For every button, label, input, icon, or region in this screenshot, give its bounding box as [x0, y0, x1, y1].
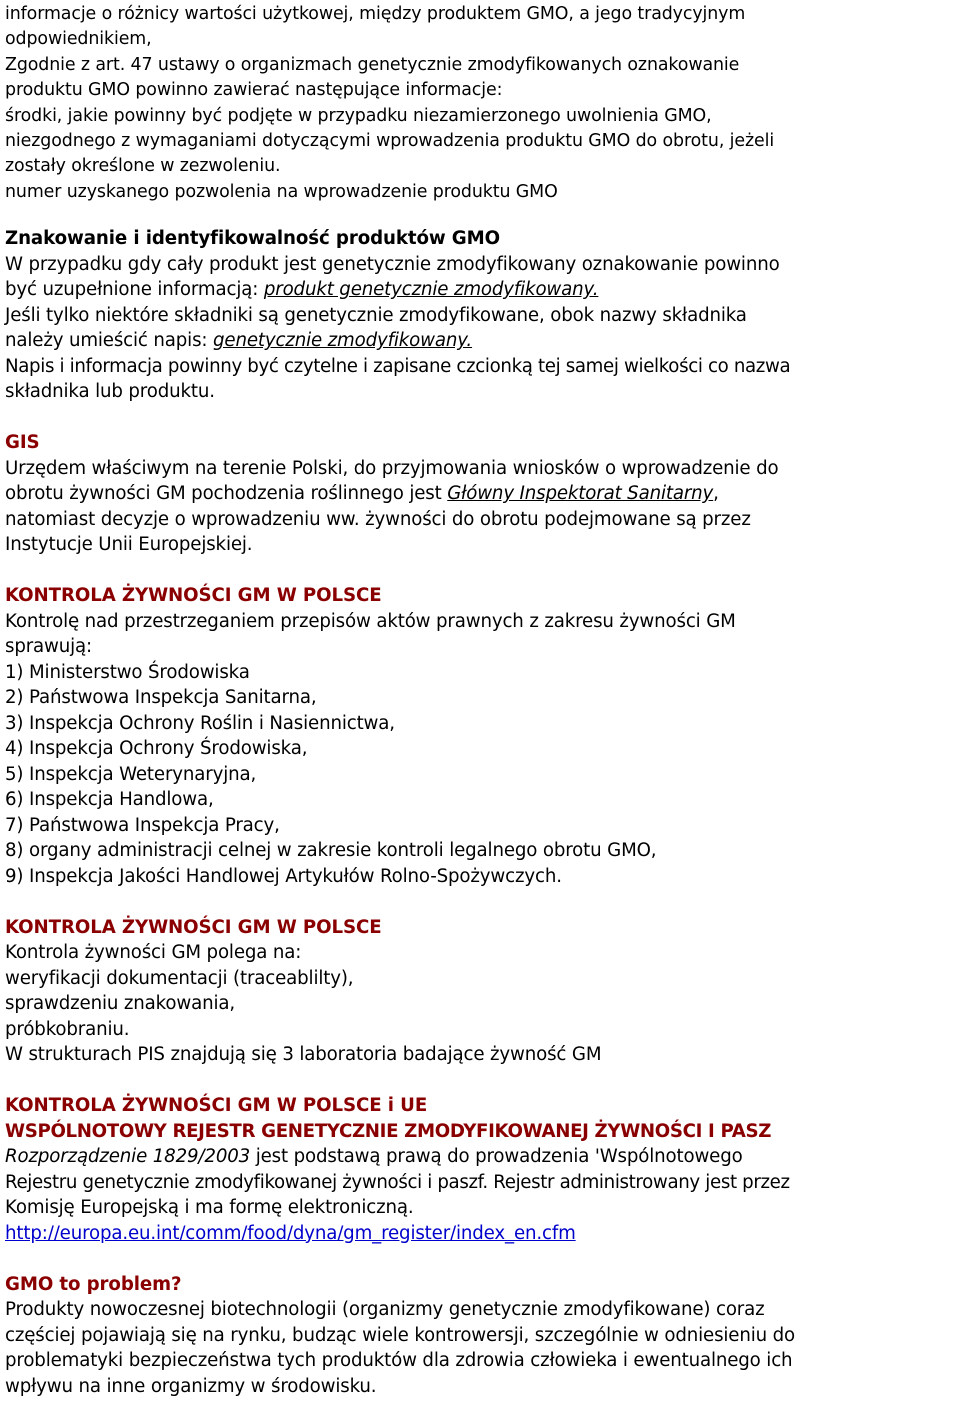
- intro-line: Zgodnie z art. 47 ustawy o organizmach genetycznie zmodyfikowanych oznakowanie: [5, 54, 740, 75]
- intro-block: [5, 2, 960, 205]
- spacer: [5, 1068, 960, 1094]
- control-line: W strukturach PIS znajdują się 3 laboratoria badające żywność GM: [5, 1044, 602, 1066]
- gis-section: [5, 430, 960, 558]
- list-item: 8) organy administracji celnej w zakresie kontroli legalnego obrotu GMO,: [5, 840, 657, 862]
- register-heading: WSPÓLNOTOWY REJESTR GENETYCZNIE ZMODYFIKOWANEJ ŻYWNOŚCI I PASZ: [5, 1120, 772, 1142]
- list-item: 1) Ministerstwo Środowiska: [5, 661, 250, 683]
- list-item: 6) Inspekcja Handlowa,: [5, 789, 214, 811]
- register-link[interactable]: http://europa.eu.int/comm/food/dyna/gm_register/index_en.cfm: [5, 1222, 576, 1244]
- labeling-section: [5, 226, 960, 405]
- register-line-suffix: jest podstawą prawą do prowadzenia 'Wspólnotowego: [250, 1146, 743, 1168]
- labeling-line: [5, 277, 960, 303]
- control-section-1: [5, 583, 960, 889]
- intro-line: produktu GMO powinno zawierać następujące informacje:: [5, 80, 503, 101]
- gis-emphasis: Główny Inspektorat Sanitarny: [447, 483, 714, 505]
- gis-line-prefix: obrotu żywności GM pochodzenia roślinnego jest: [5, 483, 448, 505]
- gis-line-suffix: ,: [713, 483, 719, 505]
- register-line: Rejestru genetycznie zmodyfikowanej żywności i paszf. Rejestr administrowany jest przez: [5, 1171, 790, 1193]
- spacer: [5, 205, 960, 226]
- spacer: [5, 405, 960, 431]
- intro-line: informacje o różnicy wartości użytkowej, między produktem GMO, a jego tradycyjnym: [5, 4, 746, 24]
- problem-heading: GMO to problem?: [5, 1273, 182, 1295]
- register-line: [5, 1144, 960, 1170]
- gis-line: natomiast decyzje o wprowadzeniu ww. żywności do obrotu podejmowane są przez: [5, 508, 751, 530]
- labeling-emphasis: produkt genetycznie zmodyfikowany.: [263, 279, 599, 301]
- intro-line: niezgodnego z wymaganiami dotyczącymi wprowadzenia produktu GMO do obrotu, jeżeli: [5, 131, 775, 152]
- problem-section: [5, 1272, 960, 1400]
- control-line: próbkobraniu.: [5, 1018, 130, 1040]
- labeling-line-prefix: należy umieścić napis:: [5, 330, 214, 352]
- labeling-line: Jeśli tylko niektóre składniki są genetycznie zmodyfikowane, obok nazwy składnika: [5, 304, 747, 326]
- control-line: Kontrolę nad przestrzeganiem przepisów aktów prawnych z zakresu żywności GM: [5, 610, 736, 632]
- control-heading: KONTROLA ŻYWNOŚCI GM W POLSCE i UE: [5, 1095, 428, 1117]
- register-link-line: [5, 1221, 960, 1247]
- list-item: 2) Państwowa Inspekcja Sanitarna,: [5, 687, 317, 709]
- problem-line: Produkty nowoczesnej biotechnologii (organizmy genetycznie zmodyfikowane) coraz: [5, 1299, 765, 1321]
- control-section-2: [5, 915, 960, 1068]
- list-item: 4) Inspekcja Ochrony Środowiska,: [5, 738, 308, 760]
- list-item: 3) Inspekcja Ochrony Roślin i Nasiennictwa,: [5, 712, 395, 734]
- regulation-reference: Rozporządzenie 1829/2003: [5, 1146, 251, 1168]
- control-line: weryfikacji dokumentacji (traceablilty),: [5, 967, 354, 989]
- problem-line: problematyki bezpieczeństwa tych produktów dla zdrowia człowieka i ewentualnego ich: [5, 1350, 793, 1372]
- control-line: Kontrola żywności GM polega na:: [5, 942, 302, 964]
- control-section-3: [5, 1093, 960, 1246]
- problem-line: częściej pojawiają się na rynku, budząc wiele kontrowersji, szczególnie w odniesieniu do: [5, 1324, 795, 1346]
- register-line: Komisję Europejską i ma formę elektroniczną.: [5, 1197, 414, 1219]
- gis-line: Instytucje Unii Europejskiej.: [5, 534, 253, 556]
- control-line: sprawują:: [5, 636, 93, 658]
- spacer: [5, 889, 960, 915]
- labeling-line: składnika lub produktu.: [5, 381, 215, 403]
- gis-line: Urzędem właściwym na terenie Polski, do przyjmowania wniosków o wprowadzenie do: [5, 457, 779, 479]
- control-heading: KONTROLA ŻYWNOŚCI GM W POLSCE: [5, 916, 382, 938]
- list-item: 7) Państwowa Inspekcja Pracy,: [5, 814, 280, 836]
- control-line: sprawdzeniu znakowania,: [5, 993, 235, 1015]
- labeling-heading: Znakowanie i identyfikowalność produktów GMO: [5, 228, 500, 250]
- intro-line: odpowiednikiem,: [5, 29, 152, 50]
- document-page: [5, 2, 960, 1399]
- list-item: 9) Inspekcja Jakości Handlowej Artykułów Rolno-Spożywczych.: [5, 865, 562, 887]
- gis-heading: GIS: [5, 432, 40, 454]
- list-item: 5) Inspekcja Weterynaryjna,: [5, 763, 257, 785]
- labeling-line: [5, 328, 960, 354]
- intro-line: środki, jakie powinny być podjęte w przypadku niezamierzonego uwolnienia GMO,: [5, 105, 712, 126]
- labeling-line-prefix: być uzupełnione informacją:: [5, 279, 264, 301]
- labeling-line: Napis i informacja powinny być czytelne i zapisane czcionką tej samej wielkości co nazwa: [5, 355, 791, 377]
- problem-line: wpływu na inne organizmy w środowisku.: [5, 1375, 377, 1397]
- labeling-emphasis: genetycznie zmodyfikowany.: [213, 330, 473, 352]
- gis-line: [5, 481, 960, 507]
- intro-line: zostały określone w zezwoleniu.: [5, 156, 281, 177]
- spacer: [5, 1246, 960, 1272]
- spacer: [5, 558, 960, 584]
- labeling-line: W przypadku gdy cały produkt jest genetycznie zmodyfikowany oznakowanie powinno: [5, 253, 780, 275]
- intro-line: numer uzyskanego pozwolenia na wprowadzenie produktu GMO: [5, 181, 558, 202]
- control-heading: KONTROLA ŻYWNOŚCI GM W POLSCE: [5, 585, 382, 607]
